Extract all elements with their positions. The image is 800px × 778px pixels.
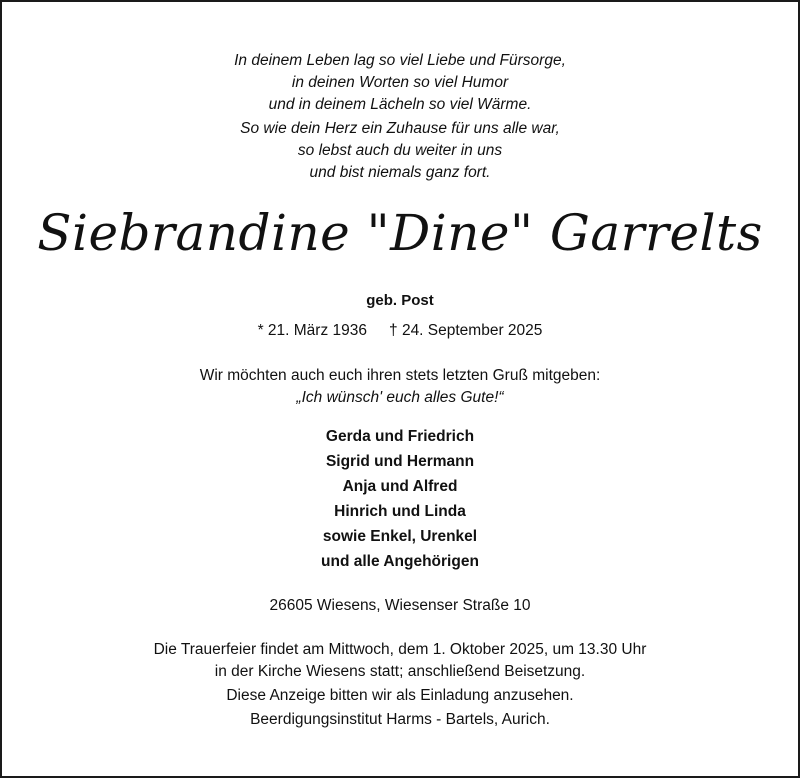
life-dates — [2, 320, 798, 342]
family-address: 26605 Wiesens, Wiesenser Straße 10 — [269, 597, 531, 614]
death-date: † 24. September 2025 — [389, 322, 543, 339]
service-line: in der Kirche Wiesens statt; anschließend Beisetzung. — [214, 663, 586, 680]
mourner-entry: Anja und Alfred — [342, 478, 458, 495]
poem-line: So wie dein Herz ein Zuhause für uns alle war, — [240, 120, 560, 137]
poem-stanza-1 — [2, 50, 798, 116]
mourners-list — [2, 424, 798, 574]
greeting-text: Wir möchten auch euch ihren stets letzten Gruß mitgeben: — [199, 367, 601, 384]
invitation-note: Diese Anzeige bitten wir als Einladung anzusehen. — [226, 687, 574, 704]
poem-line: und in deinem Lächeln so viel Wärme. — [268, 96, 532, 113]
deceased-name: Siebrandine "Dine" Garrelts — [37, 204, 763, 262]
mourner-entry: Sigrid und Hermann — [325, 453, 475, 470]
mourner-entry: und alle Angehörigen — [321, 553, 479, 570]
birth-date: * 21. März 1936 — [257, 322, 368, 339]
funeral-home: Beerdigungsinstitut Harms - Bartels, Aurich. — [250, 711, 550, 728]
greeting-quote: „Ich wünsch' euch alles Gute!“ — [296, 389, 504, 406]
poem-line: und bist niemals ganz fort. — [309, 164, 491, 181]
service-line: Die Trauerfeier findet am Mittwoch, dem 1. Oktober 2025, um 13.30 Uhr — [153, 641, 647, 658]
mourner-entry: sowie Enkel, Urenkel — [322, 528, 478, 545]
mourner-entry: Gerda und Friedrich — [325, 428, 475, 445]
mourner-entry: Hinrich und Linda — [334, 503, 466, 520]
poem-line: In deinem Leben lag so viel Liebe und Fürsorge, — [234, 52, 566, 69]
service-info — [2, 639, 798, 731]
poem-stanza-2 — [2, 118, 798, 184]
poem-line: in deinen Worten so viel Humor — [291, 74, 509, 91]
maiden-name: geb. Post — [366, 292, 434, 309]
poem-line: so lebst auch du weiter in uns — [297, 142, 503, 159]
